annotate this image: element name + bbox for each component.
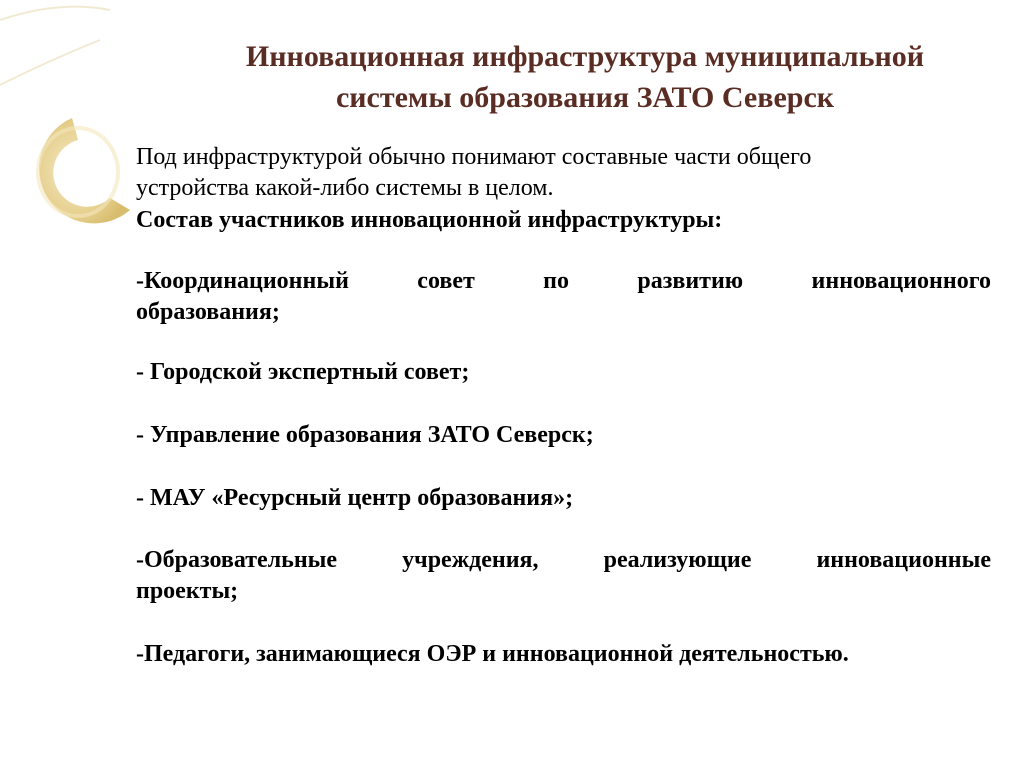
intro-line-2: устройства какой-либо системы в целом.: [136, 175, 554, 201]
list-item: [136, 545, 991, 607]
list-item: - Управление образования ЗАТО Северск;: [136, 422, 594, 448]
list-item-line: проекты;: [136, 578, 239, 604]
title-line-1: Инновационная инфраструктура муниципальной: [245, 40, 925, 73]
intro-paragraph: [136, 142, 991, 204]
list-item: -Педагоги, занимающиеся ОЭР и инновационной деятельностью.: [136, 641, 849, 667]
list-item-line: -Координационный совет по развитию инновационного: [136, 268, 991, 294]
faint-arc-mid: [0, 40, 100, 85]
slide-title: [150, 36, 1020, 118]
participants-heading: Состав участников инновационной инфраструктуры:: [136, 207, 723, 233]
list-item-line: образования;: [136, 299, 280, 325]
list-item: - Городской экспертный совет;: [136, 359, 470, 385]
title-line-2: системы образования ЗАТО Северск: [335, 81, 835, 114]
faint-arc-top: [0, 7, 110, 20]
participants-list: [136, 266, 991, 670]
slide-body: [136, 142, 991, 670]
intro-line-1: Под инфраструктурой обычно понимают составные части общего: [136, 144, 812, 170]
list-item-line: -Образовательные учреждения, реализующие инновационные: [136, 547, 991, 573]
list-item: - МАУ «Ресурсный центр образования»;: [136, 485, 574, 511]
list-item: [136, 266, 991, 328]
